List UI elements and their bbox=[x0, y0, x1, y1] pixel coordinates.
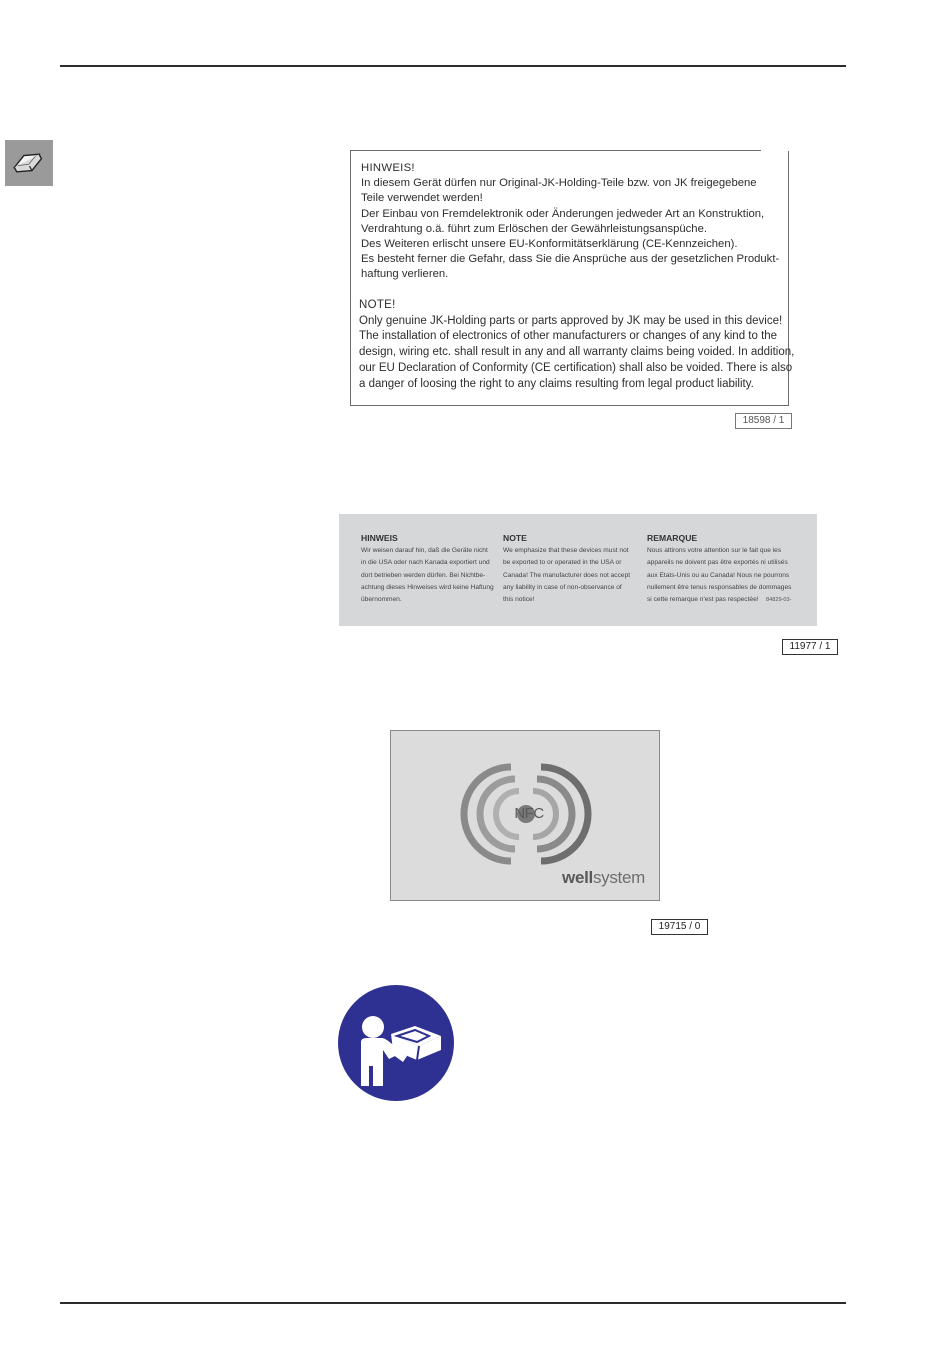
brand-rest: system bbox=[592, 868, 645, 887]
nfc-label bbox=[390, 730, 660, 901]
label-reference-number: 18598 / 1 bbox=[735, 413, 792, 429]
text-line: We emphasize that these devices must not bbox=[503, 547, 629, 554]
text-line: aux Etats-Unis ou au Canada! Nous ne pourrons bbox=[647, 571, 790, 579]
text-line: übernommen. bbox=[361, 596, 402, 604]
text-line: The installation of electronics of other manufacturers or changes of any kind to the bbox=[359, 330, 778, 343]
text-line: be exported to or operated in the USA or bbox=[503, 559, 622, 567]
english-column bbox=[503, 532, 638, 606]
text-line: a danger of loosing the right to any claims resulting from legal product liability. bbox=[359, 377, 754, 390]
text-line: Des Weiteren erlischt unsere EU-Konformitätserklärung (CE-Kennzeichen). bbox=[361, 238, 738, 251]
warning-label-de-en bbox=[350, 150, 795, 406]
text-line: Wir weisen darauf hin, daß die Geräte nicht bbox=[361, 547, 488, 554]
text-line: this notice! bbox=[503, 596, 535, 604]
text-line: design, wiring etc. shall result in any and all warranty claims being voided. In addition, bbox=[359, 346, 795, 359]
text-line: Nous attirons votre attention sur le fait que les bbox=[647, 547, 782, 554]
english-notice bbox=[359, 298, 795, 392]
text-line: In diesem Gerät dürfen nur Original-JK-Holding-Teile bzw. von JK freigegebene bbox=[361, 177, 757, 190]
text-line: Es besteht ferner die Gefahr, dass Sie die Ansprüche aus der gesetzlichen Produkt- bbox=[361, 253, 780, 266]
brand-logo bbox=[562, 868, 645, 888]
read-manual-icon bbox=[337, 984, 455, 1102]
text-line: achtung dieses Hinweises wird keine Haftung bbox=[361, 583, 494, 591]
footer-rule bbox=[60, 1302, 846, 1304]
column-heading: HINWEIS bbox=[361, 533, 398, 543]
german-notice bbox=[361, 161, 780, 283]
text-line: our EU Declaration of Conformity (CE certification) shall also be voided. There is also bbox=[359, 361, 793, 374]
export-notice-label bbox=[339, 514, 817, 626]
book-icon bbox=[5, 140, 53, 186]
french-column bbox=[647, 532, 797, 606]
text-line: Canada! The manufacturer does not accept bbox=[503, 571, 631, 579]
text-line: Only genuine JK-Holding parts or parts approved by JK may be used in this device! bbox=[359, 314, 783, 327]
text-line: dort betrieben werden dürfen. Bei Nichtbe- bbox=[361, 571, 486, 579]
brand-bold: well bbox=[562, 868, 593, 887]
text-line: appareils ne doivent pas être exportés ni utilisés bbox=[647, 559, 788, 567]
english-heading: NOTE! bbox=[359, 299, 396, 311]
text-line: haftung verlieren. bbox=[361, 268, 449, 281]
column-heading: NOTE bbox=[503, 533, 527, 543]
text-line: Verdrahtung o.ä. führt zum Erlöschen der Gewährleistungsanspüche. bbox=[361, 222, 708, 235]
label-code: 84829-03- bbox=[766, 597, 792, 603]
label-reference-number: 11977 / 1 bbox=[782, 639, 838, 655]
label-reference-number: 19715 / 0 bbox=[651, 919, 708, 935]
text-line: si cette remarque n'est pas respectée! bbox=[647, 596, 759, 604]
text-line: Der Einbau von Fremdelektronik oder Änderungen jedweder Art an Konstruktion, bbox=[361, 207, 765, 220]
german-heading: HINWEIS! bbox=[361, 162, 415, 174]
text-line: any liability in case of non-observance of bbox=[503, 583, 622, 591]
column-heading: REMARQUE bbox=[647, 533, 698, 543]
text-line: in die USA oder nach Kanada exportiert und bbox=[361, 559, 490, 567]
text-line: nullement être tenus responsables de dommages bbox=[647, 583, 792, 591]
nfc-text: NFC bbox=[514, 805, 544, 822]
text-line: Teile verwendet werden! bbox=[361, 192, 483, 205]
german-column bbox=[361, 532, 496, 606]
book-tab bbox=[5, 140, 53, 186]
header-rule bbox=[60, 65, 846, 67]
